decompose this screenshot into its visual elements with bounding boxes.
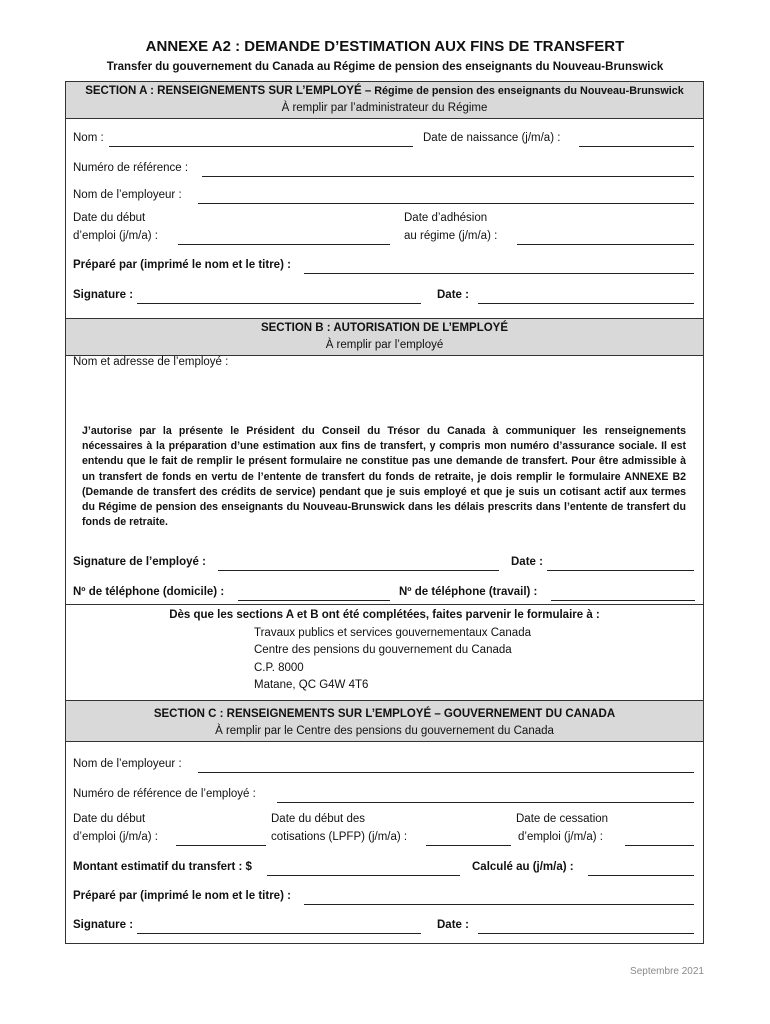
tel-domicile-field[interactable]: [238, 600, 390, 601]
nom-field[interactable]: [109, 146, 413, 147]
montant-field[interactable]: [267, 875, 460, 876]
section-b-header: SECTION B : AUTORISATION DE L’EMPLOYÉ À remplir par l’employé: [66, 318, 703, 356]
authorization-text: J’autorise par la présente le Président du Conseil du Trésor du Canada à communiquer les renseignements nécessaires à la préparation d’une estimation aux fins de transfert, y compris mon numéro d’assurance sociale. Il est entendu que le fait de remplir le présent formulaire ne constitue pas une demande de transfert. Pour être admissible à un transfert de fonds en vertu de l’entente de transfert du fonds de retraite, je dois remplir le formulaire ANNEXE B2 (Demande de transfert des crédits de service) pendant que je suis employé et que je suis un cotisant actif aux termes du Régime de pension des enseignants du Nouveau-Brunswick dans les délais prescrits dans l’entente de transfert du fonds de retraite.: [82, 425, 686, 529]
date-b-label: Date :: [511, 556, 543, 568]
section-b-instruction: À remplir par l’employé: [325, 339, 444, 351]
form-body: [65, 81, 704, 944]
date-adhesion-label-1: Date d’adhésion: [404, 212, 488, 224]
page-subtitle: Transfer du gouvernement du Canada au Régime de pension des enseignants du Nouveau-Brunswick: [106, 61, 664, 73]
section-a-heading-rest: Régime de pension des enseignants du Nouveau-Brunswick: [371, 85, 684, 97]
tel-domicile-label: Nº de téléphone (domicile) :: [73, 586, 225, 598]
date-c-label: Date :: [437, 919, 469, 931]
numero-reference-c-label: Numéro de référence de l’employé :: [73, 788, 256, 800]
prepare-par-label: Préparé par (imprimé le nom et le titre) :: [73, 259, 291, 271]
signature-c-label: Signature :: [73, 919, 134, 931]
address-line: Matane, QC G4W 4T6: [254, 679, 369, 692]
footer-date: Septembre 2021: [630, 966, 704, 977]
date-naissance-field[interactable]: [579, 146, 694, 147]
section-c-instruction: À remplir par le Centre des pensions du gouvernement du Canada: [215, 725, 554, 737]
signature-c-field[interactable]: [137, 933, 421, 934]
section-c-header: SECTION C : RENSEIGNEMENTS SUR L’EMPLOYÉ – GOUVERNEMENT DU CANADA À remplir par le Centre des pensions du gouvernement du Canada: [66, 700, 703, 742]
prepare-par-field[interactable]: [304, 273, 694, 274]
nom-label: Nom :: [73, 132, 104, 144]
tel-travail-label: Nº de téléphone (travail) :: [399, 586, 538, 598]
cessation-field[interactable]: [625, 845, 694, 846]
prepare-par-c-label: Préparé par (imprimé le nom et le titre) :: [73, 890, 291, 902]
cotisations-field[interactable]: [426, 845, 511, 846]
send-to-instruction: Dès que les sections A et B ont été complétées, faites parvenir le formulaire à :: [169, 609, 600, 621]
montant-label: Montant estimatif du transfert : $: [73, 861, 252, 873]
nom-employeur-c-label: Nom de l’employeur :: [73, 758, 182, 770]
date-adhesion-field[interactable]: [517, 244, 694, 245]
date-a-field[interactable]: [478, 303, 694, 304]
signature-employe-label: Signature de l’employé :: [73, 556, 206, 568]
tel-travail-field[interactable]: [551, 600, 695, 601]
nom-adresse-label: Nom et adresse de l’employé :: [73, 356, 229, 368]
date-b-field[interactable]: [547, 570, 694, 571]
numero-reference-label: Numéro de référence :: [73, 162, 189, 174]
mailing-address: [254, 625, 531, 695]
date-debut-label-2: d’emploi (j/m/a) :: [73, 230, 158, 242]
signature-a-label: Signature :: [73, 289, 134, 301]
date-naissance-label: Date de naissance (j/m/a) :: [423, 132, 561, 144]
address-line: C.P. 8000: [254, 661, 304, 674]
section-a-instruction: À remplir par l’administrateur du Régime: [281, 102, 488, 114]
address-line: Travaux publics et services gouvernementaux Canada: [254, 627, 531, 639]
date-c-field[interactable]: [478, 933, 694, 934]
signature-employe-field[interactable]: [218, 570, 499, 571]
cessation-label-1: Date de cessation: [516, 813, 609, 825]
divider-b: [66, 604, 703, 605]
date-debut-c-field[interactable]: [176, 845, 266, 846]
cotisations-label-2: cotisations (LPFP) (j/m/a) :: [271, 831, 408, 843]
page-title: ANNEXE A2 : DEMANDE D’ESTIMATION AUX FINS DE TRANSFERT: [145, 38, 625, 55]
numero-reference-field[interactable]: [202, 176, 694, 177]
nom-employeur-field[interactable]: [198, 203, 694, 204]
cotisations-label-1: Date du début des: [271, 813, 365, 825]
section-a-header: SECTION A : RENSEIGNEMENTS SUR L’EMPLOYÉ – Régime de pension des enseignants du Nouveau-Brunswick À remplir par l’administrateur du Régime: [66, 82, 703, 119]
date-adhesion-label-2: au régime (j/m/a) :: [404, 230, 498, 242]
date-debut-field[interactable]: [178, 244, 390, 245]
date-debut-c-label-2: d’emploi (j/m/a) :: [73, 831, 158, 843]
numero-reference-c-field[interactable]: [277, 802, 694, 803]
date-a-label: Date :: [437, 289, 469, 301]
prepare-par-c-field[interactable]: [304, 904, 694, 905]
address-line: Centre des pensions du gouvernement du Canada: [254, 644, 512, 657]
date-debut-label-1: Date du début: [73, 212, 146, 224]
date-debut-c-label-1: Date du début: [73, 813, 146, 825]
signature-a-field[interactable]: [137, 303, 421, 304]
calcule-label: Calculé au (j/m/a) :: [472, 861, 574, 873]
nom-employeur-c-field[interactable]: [198, 772, 694, 773]
calcule-field[interactable]: [588, 875, 694, 876]
nom-employeur-label: Nom de l’employeur :: [73, 189, 182, 201]
cessation-label-2: d’emploi (j/m/a) :: [518, 831, 603, 843]
